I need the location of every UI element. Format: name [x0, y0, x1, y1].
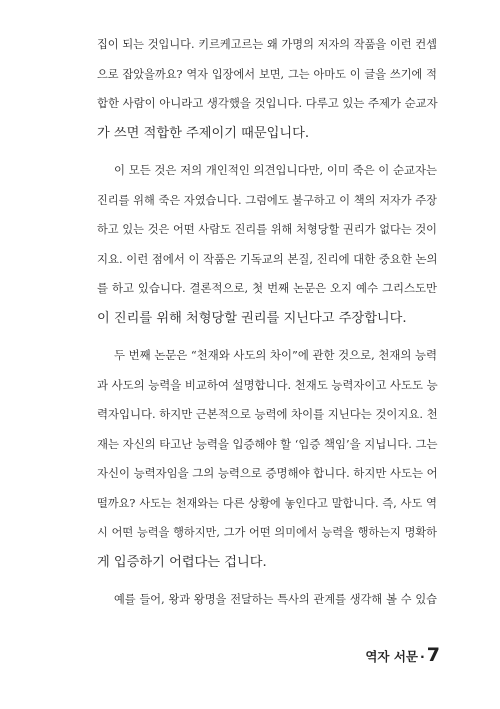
paragraph-gap	[97, 148, 437, 156]
text-line: 를 하고 있습니다. 결론적으로, 첫 번째 논문은 오지 예수 그리스도만	[97, 281, 437, 295]
paragraph	[97, 585, 437, 615]
text-line: 떨까요? 사도는 천재와는 다른 상황에 놓인다고 말합니다. 즉, 사도 역	[97, 496, 437, 510]
text-line: 으로 잡았을까요? 역자 입장에서 보면, 그는 아마도 이 글을 쓰기에 적	[97, 67, 437, 81]
paragraph-gap	[97, 333, 437, 341]
text-line: 하고 있는 것은 어떤 사람도 진리를 위해 처형당할 권리가 없다는 것이	[97, 223, 437, 236]
text-line: 과 사도의 능력을 비교하여 설명합니다. 천재도 능력자이고 사도도 능	[97, 377, 438, 392]
paragraph-gap	[97, 577, 437, 585]
text-line: 진리를 위해 죽은 자였습니다. 그럼에도 불구하고 이 책의 저자가 주장	[97, 193, 437, 207]
text-line: 재는 자신의 타고난 능력을 입증해야 할 ‘입증 책임’을 지닙니다. 그는	[97, 436, 438, 451]
text-line: 이 진리를 위해 처형당할 권리를 지닌다고 주장합니다.	[97, 310, 407, 326]
page-number: 7	[426, 644, 440, 666]
running-footer	[360, 644, 440, 668]
text-line: 시 어떤 능력을 행하지만, 그가 어떤 의미에서 능력을 행하는지 명확하	[97, 526, 437, 539]
text-line: 게 입증하기 어렵다는 겁니다.	[97, 554, 267, 570]
text-line: 지요. 이런 점에서 이 작품은 기독교의 본질, 진리에 대한 중요한 논의	[97, 251, 438, 266]
text-line: 가 쓰면 적합한 주제이기 때문입니다.	[97, 125, 310, 141]
text-line: 집이 되는 것입니다. 키르케고르는 왜 가명의 저자의 작품을 이런 컨셉	[97, 38, 437, 51]
text-line: 예를 들어, 왕과 왕명을 전달하는 특사의 관계를 생각해 볼 수 있습	[114, 593, 437, 606]
text-line: 이 모든 것은 저의 개인적인 의견입니다만, 이미 죽은 이 순교자는	[114, 163, 437, 177]
paragraph	[97, 30, 437, 148]
section-title: 역자 서문	[365, 649, 419, 664]
text-line: 두 번째 논문은 “천재와 사도의 차이”에 관한 것으로, 천재의 능력	[114, 348, 437, 362]
paragraph	[97, 341, 437, 577]
text-line: 합한 사람이 아니라고 생각했을 것입니다. 다루고 있는 주제가 순교자	[97, 96, 438, 110]
text-line: 력자입니다. 하지만 근본적으로 능력에 차이를 지닌다는 것이지요. 천	[97, 407, 438, 421]
footer-separator: ·	[420, 649, 425, 664]
body-text	[97, 30, 437, 615]
text-line: 자신이 능력자임을 그의 능력으로 증명해야 합니다. 하지만 사도는 어	[97, 466, 438, 480]
paragraph	[97, 156, 437, 333]
